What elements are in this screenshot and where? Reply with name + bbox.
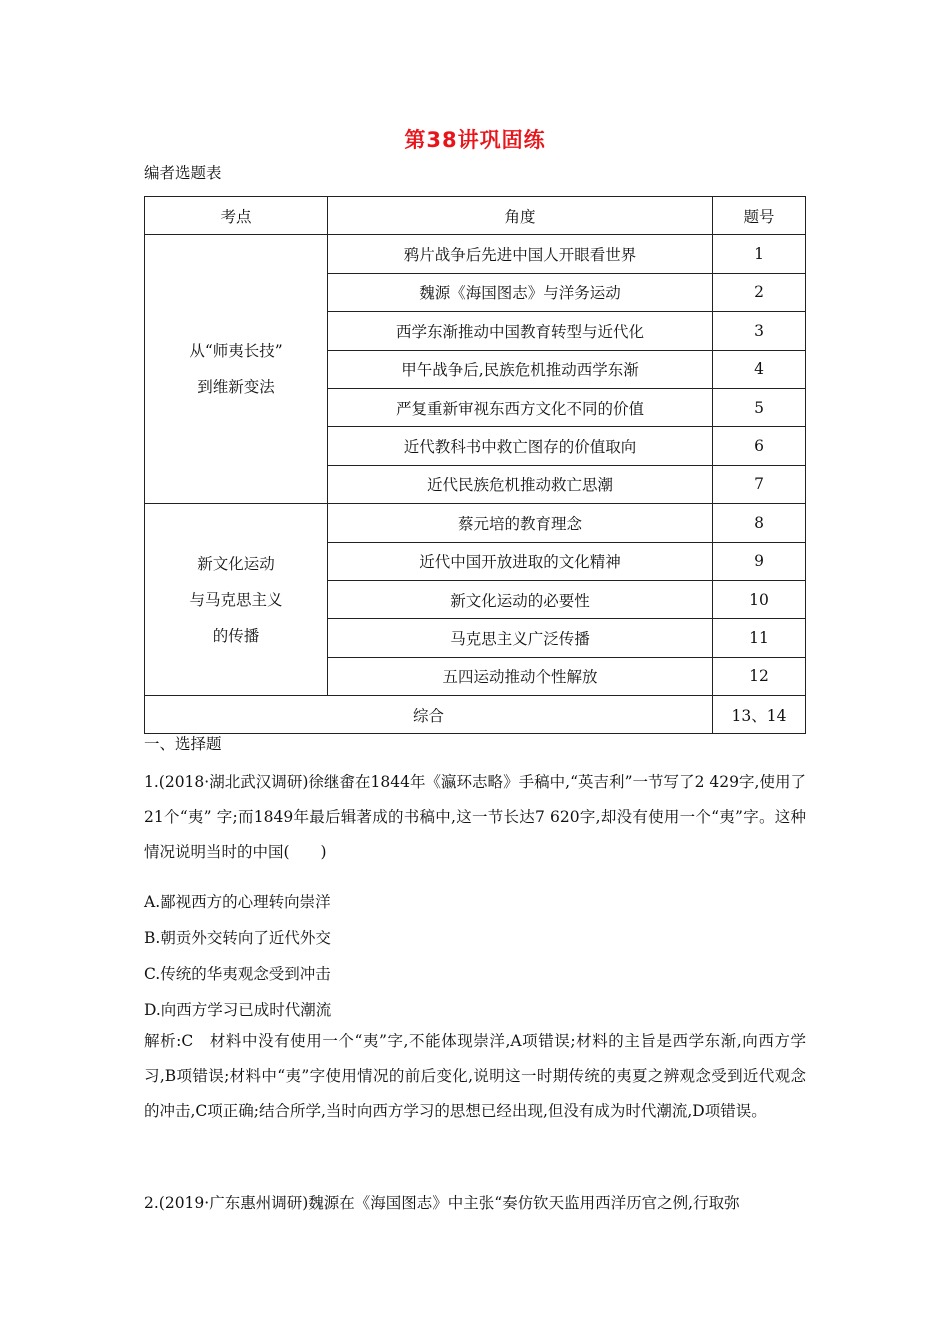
table-header-row [145, 197, 806, 235]
angle-cell: 新文化运动的必要性 [328, 580, 713, 618]
option-a: A.鄙视西方的心理转向崇洋 [144, 893, 331, 911]
section-heading: 一、选择题 [144, 735, 222, 753]
angle-cell: 近代教科书中救亡图存的价值取向 [328, 427, 713, 465]
topic-line: 到维新变法 [197, 378, 275, 397]
angle-cell: 近代中国开放进取的文化精神 [328, 542, 713, 580]
topic-line: 从“师夷长技” [189, 342, 283, 361]
topic-line: 新文化运动 [197, 554, 275, 573]
page-title: 第38讲巩固练 [404, 128, 546, 152]
number-cell: 5 [713, 388, 806, 426]
question-1-stem: 1.(2018·湖北武汉调研)徐继畬在1844年《瀛环志略》手稿中,“英吉利”一节写了2 429字,使用了21个“夷” 字;而1849年最后辑著成的书稿中,这一节长达7 620字,却没有使用一个“夷”字。这种情况说明当时的中国( ) [144, 773, 806, 861]
question-selection-table [144, 196, 806, 734]
header-number: 题号 [713, 197, 806, 235]
number-cell: 1 [713, 235, 806, 273]
angle-cell: 严复重新审视东西方文化不同的价值 [328, 388, 713, 426]
question-1-analysis: 解析:C 材料中没有使用一个“夷”字,不能体现崇洋,A项错误;材料的主旨是西学东渐,向西方学习,B项错误;材料中“夷”字使用情况的前后变化,说明这一时期传统的夷夏之辨观念受到近代观念的冲击,C项正确;结合所学,当时向西方学习的思想已经出现,但没有成为时代潮流,D项错误。 [144, 1032, 806, 1120]
summary-label: 综合 [145, 696, 713, 734]
option-c: C.传统的华夷观念受到冲击 [144, 965, 331, 983]
angle-cell: 蔡元培的教育理念 [328, 504, 713, 542]
number-cell: 11 [713, 619, 806, 657]
angle-cell: 鸦片战争后先进中国人开眼看世界 [328, 235, 713, 273]
header-angle: 角度 [328, 197, 713, 235]
topic-line: 与马克思主义 [189, 590, 283, 609]
angle-cell: 魏源《海国图志》与洋务运动 [328, 273, 713, 311]
option-d: D.向西方学习已成时代潮流 [144, 1001, 332, 1019]
topic-line: 的传播 [212, 626, 260, 645]
topic-cell [145, 235, 328, 504]
angle-cell: 甲午战争后,民族危机推动西学东渐 [328, 350, 713, 388]
number-cell: 10 [713, 580, 806, 618]
number-cell: 9 [713, 542, 806, 580]
summary-number: 13、14 [713, 696, 806, 734]
number-cell: 2 [713, 273, 806, 311]
angle-cell: 西学东渐推动中国教育转型与近代化 [328, 312, 713, 350]
topic-cell [145, 504, 328, 696]
angle-cell: 近代民族危机推动救亡思潮 [328, 465, 713, 503]
number-cell: 4 [713, 350, 806, 388]
number-cell: 12 [713, 657, 806, 695]
number-cell: 6 [713, 427, 806, 465]
question-1-options [144, 884, 806, 1028]
table-row [145, 235, 806, 273]
table-caption: 编者选题表 [144, 164, 222, 182]
header-topic: 考点 [145, 197, 328, 235]
question-2-stem: 2.(2019·广东惠州调研)魏源在《海国图志》中主张“奏仿钦天监用西洋历官之例,行取弥 [144, 1194, 740, 1212]
table-row [145, 504, 806, 542]
angle-cell: 马克思主义广泛传播 [328, 619, 713, 657]
number-cell: 7 [713, 465, 806, 503]
number-cell: 8 [713, 504, 806, 542]
table-summary-row [145, 696, 806, 734]
angle-cell: 五四运动推动个性解放 [328, 657, 713, 695]
option-b: B.朝贡外交转向了近代外交 [144, 929, 331, 947]
number-cell: 3 [713, 312, 806, 350]
